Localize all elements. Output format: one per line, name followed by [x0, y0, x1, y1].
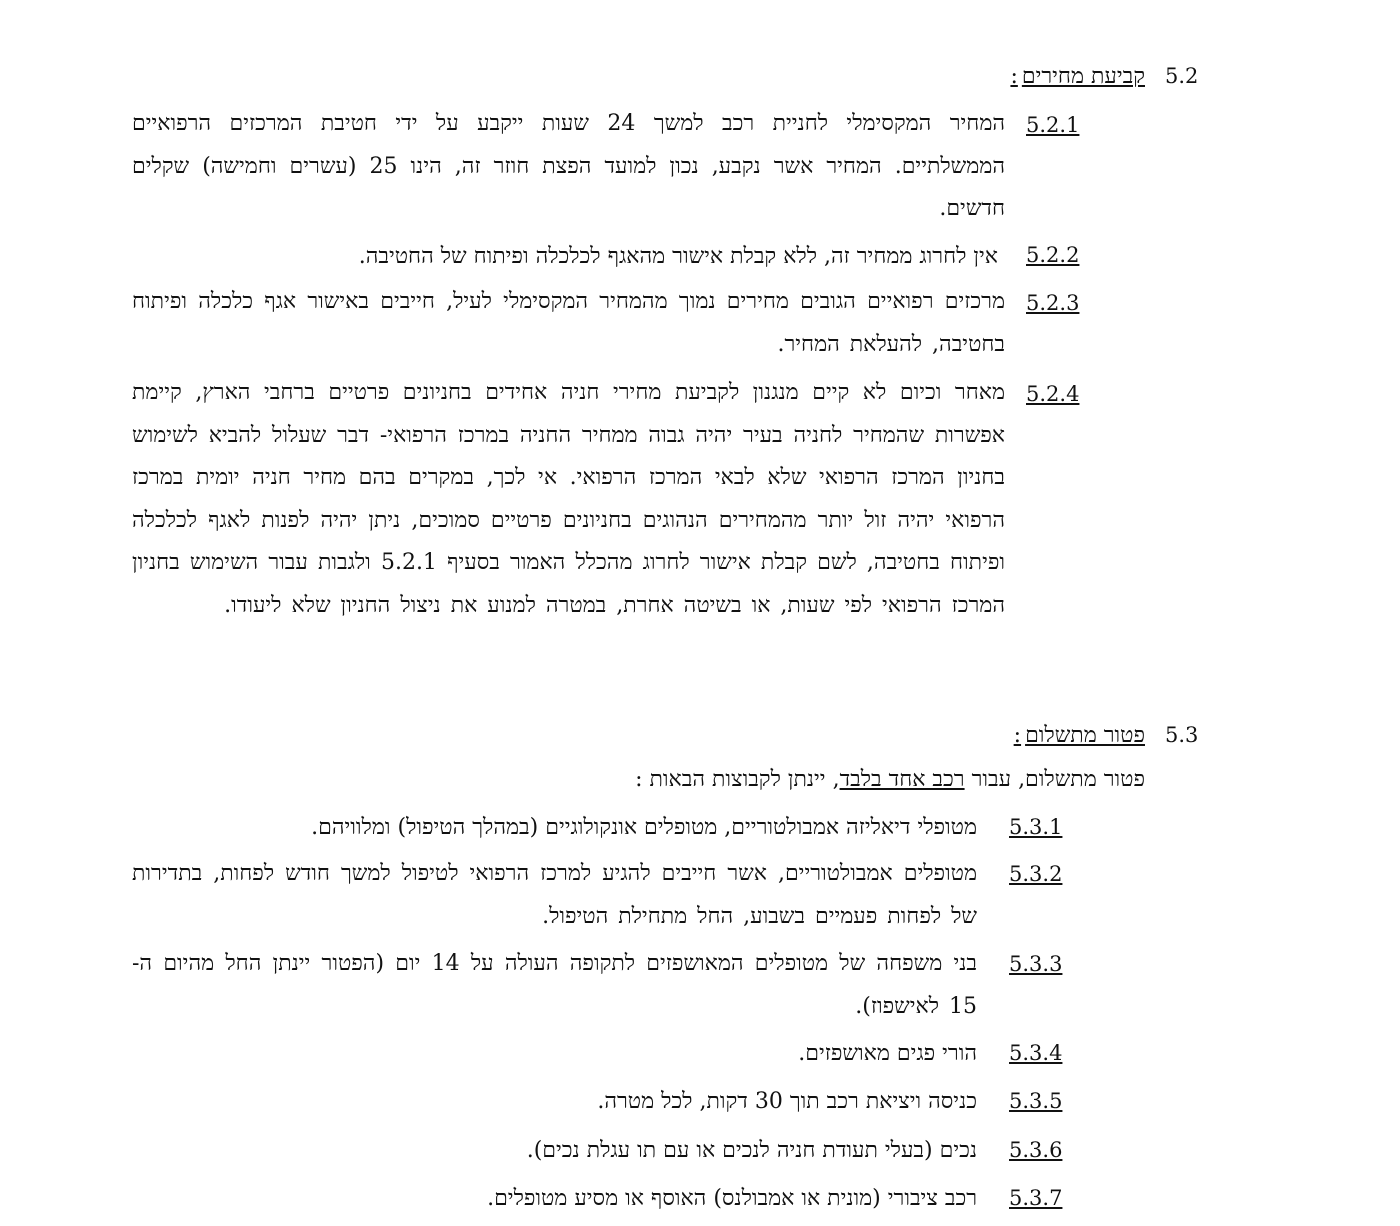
clause-number: 5.2.4: [1026, 382, 1080, 406]
clause-text: מאחר וכיום לא קיים מנגנון לקביעת מחירי חניה אחידים בחניונים פרטיים ברחבי הארץ, קיימת אפשרות שהמחיר לחניה בעיר יהיה גבוה ממחיר החניה במרכז הרפואי- דבר שעלול להביא לשימוש בחניון המרכז הרפואי שלא לבאי המרכז הרפואי. אי לכך, במקרים בהם מחיר חניה יומית במרכז הרפואי יהיה זול יותר מהמחירים הנהוגים בחניונים פרטיים סמוכים, ניתן יהיה לפנות לאגף לכלכלה ופיתוח בחטיבה, לשם קבלת אישור לחרוג מהכלל האמור בסעיף 5.2.1 ולגבות עבור השימוש בחניון המרכז הרפואי לפי שעות, או בשיטה אחרת, במטרה למנוע את ניצול החניון שלא ליעודו.: [132, 380, 1005, 618]
section-title-colon: :: [1010, 64, 1018, 89]
clause-text: רכב ציבורי (מונית או אמבולנס) האוסף או מסיע מטופלים.: [487, 1186, 977, 1211]
clause-number: 5.3.7: [1009, 1186, 1063, 1210]
section-title-colon: :: [1013, 723, 1022, 748]
clause-number: 5.3.2: [1009, 862, 1063, 886]
intro-text-b: , יינתן לקבוצות הבאות :: [635, 767, 840, 792]
clause-text: כניסה ויציאת רכב תוך 30 דקות, לכל מטרה.: [597, 1089, 977, 1114]
clause-number: 5.3.4: [1009, 1041, 1063, 1065]
intro-underlined: רכב אחד בלבד: [839, 767, 965, 792]
intro-text-a: פטור מתשלום, עבור: [964, 767, 1145, 792]
section-title-text: קביעת מחירים: [1021, 64, 1145, 89]
clause-number: 5.3.6: [1009, 1138, 1063, 1162]
section-title: [1010, 63, 1145, 89]
clause-number: 5.2.1: [1026, 113, 1080, 137]
clause-text: הורי פגים מאושפזים.: [798, 1041, 977, 1066]
section-title-text: פטור מתשלום: [1025, 723, 1145, 748]
section-title: [1014, 722, 1145, 748]
section-number: 5.2: [1165, 64, 1199, 88]
clause-text: אין לחרוג ממחיר זה, ללא קבלת אישור מהאגף לכלכלה ופיתוח של החטיבה.: [358, 244, 998, 269]
clause-number: 5.3.5: [1009, 1089, 1063, 1113]
clause-text: נכים (בעלי תעודת חניה לנכים או עם תו עגלת נכים).: [526, 1138, 977, 1163]
clause-number: 5.3.1: [1009, 815, 1063, 839]
clause-text: מרכזים רפואיים הגובים מחירים נמוך מהמחיר המקסימלי לעיל, חייבים באישור אגף כלכלה ופיתוח בחטיבה, להעלאת המחיר.: [132, 289, 1005, 357]
clause-text: מטופלים אמבולטוריים, אשר חייבים להגיע למרכז הרפואי לטיפול למשך חודש לפחות, בתדירות של לפחות פעמיים בשבוע, החל מתחילת הטיפול.: [132, 861, 977, 929]
clause-number: 5.2.2: [1026, 243, 1080, 267]
clause-text: בני משפחה של מטופלים המאושפזים לתקופה העולה על 14 יום (הפטור יינתן החל מהיום ה- 15 לאישפוז).: [132, 951, 977, 1019]
clause-number: 5.2.3: [1026, 291, 1080, 315]
clause-text: המחיר המקסימלי לחניית רכב למשך 24 שעות ייקבע על ידי חטיבת המרכזים הרפואיים הממשלתיים. המחיר אשר נקבע, נכון למועד הפצת חוזר זה, הינו 25 (עשרים וחמישה) שקלים חדשים.: [132, 111, 1006, 221]
clause-text: מטופלי דיאליזה אמבולטוריים, מטופלים אונקולוגיים (במהלך הטיפול) ומלוויהם.: [311, 815, 977, 840]
section-intro: [635, 766, 1145, 792]
clause-number: 5.3.3: [1009, 952, 1063, 976]
section-number: 5.3: [1165, 723, 1199, 747]
